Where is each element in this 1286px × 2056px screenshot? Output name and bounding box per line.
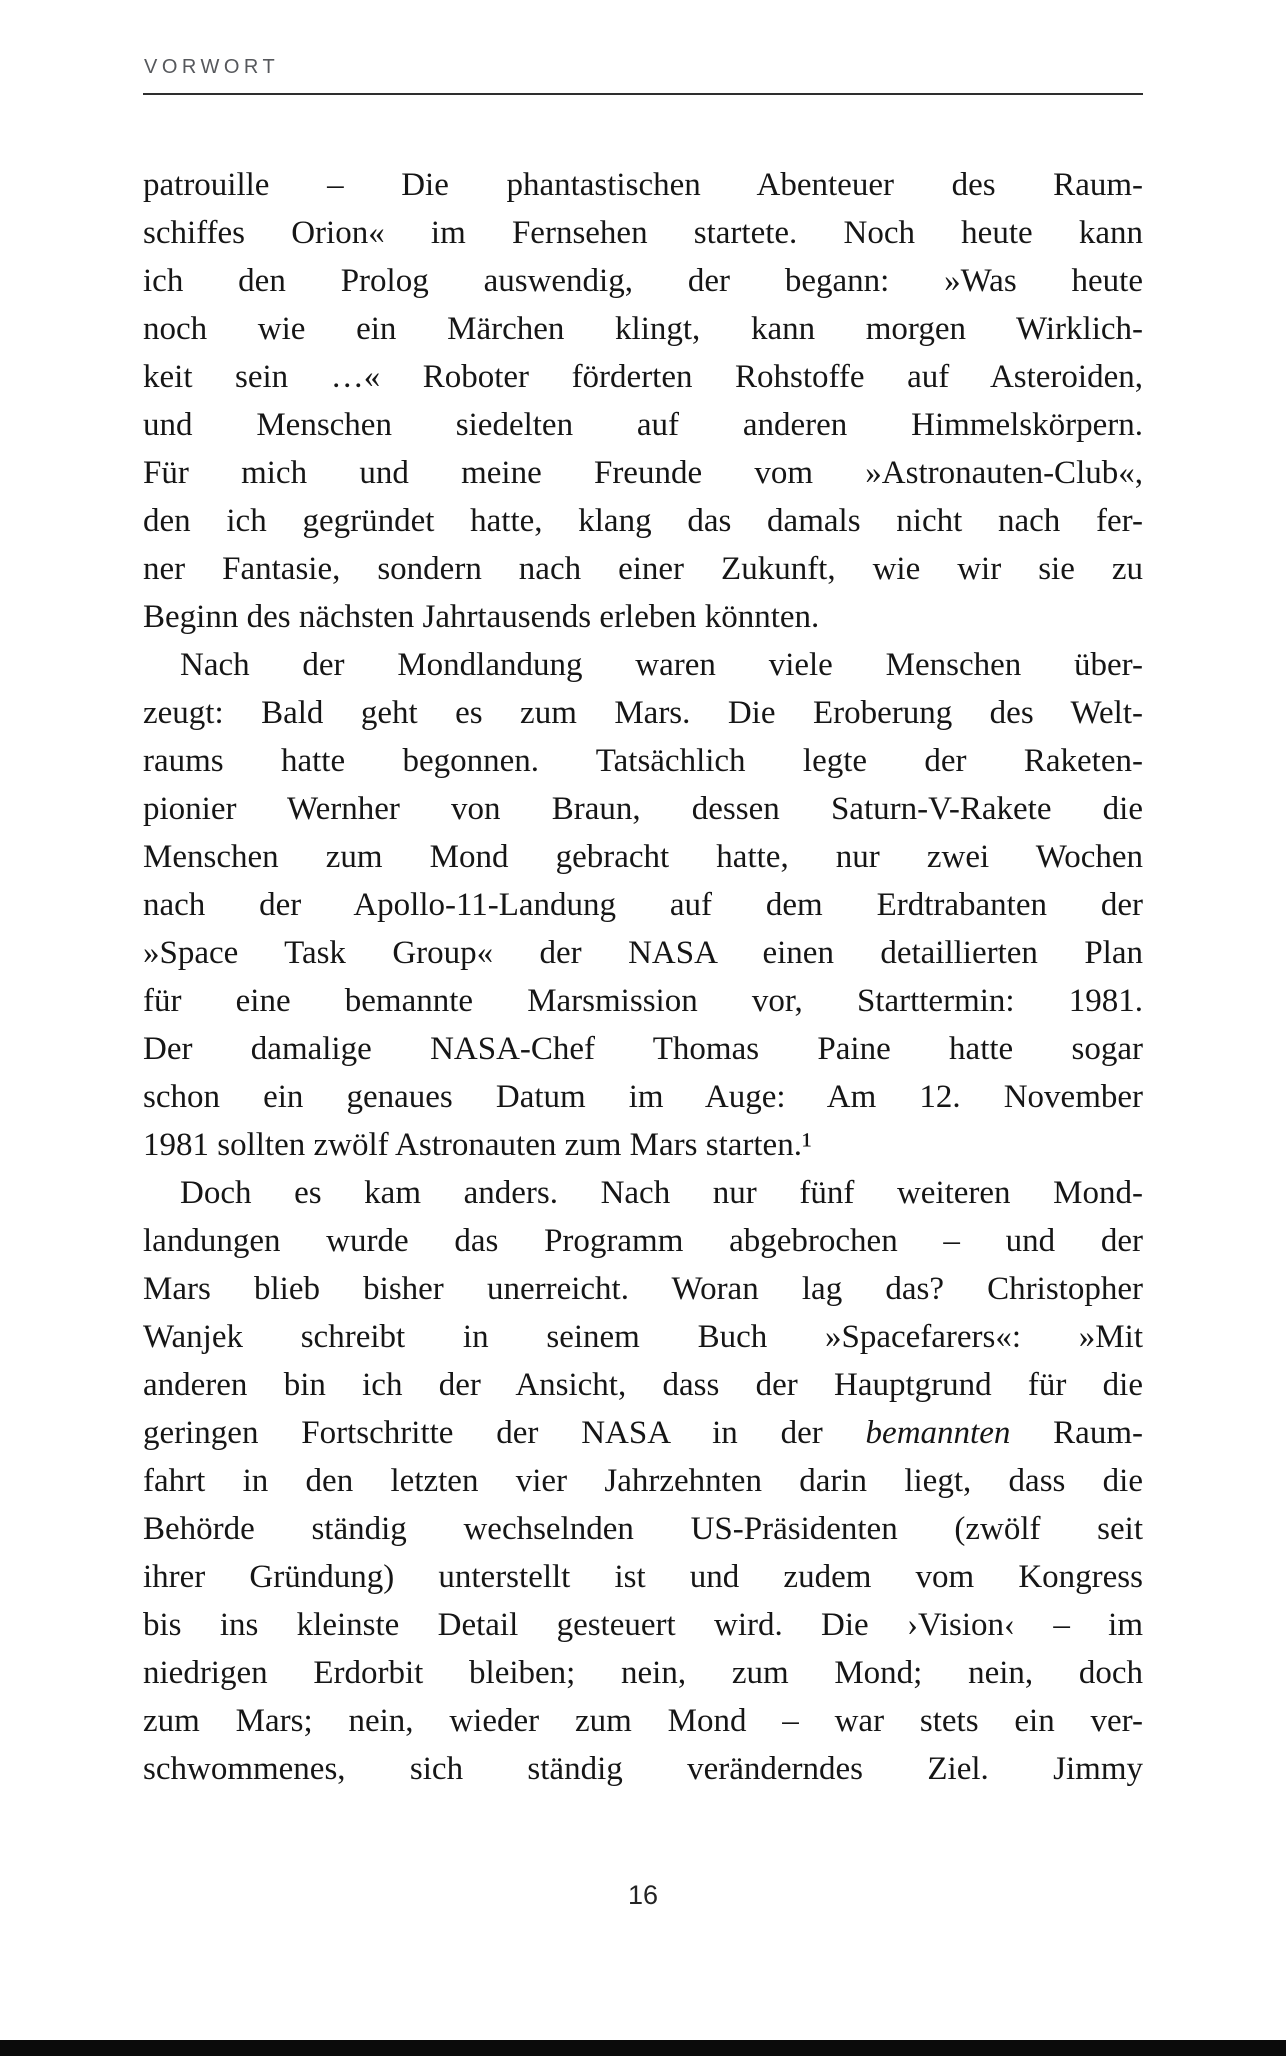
text-line (143, 401, 1143, 449)
text-segment: patrouille – Die phantastischen Abenteuer des Raum- (143, 167, 1143, 203)
page-number: 16 (627, 1880, 659, 1910)
text-line (143, 161, 1143, 209)
paragraph (143, 1169, 1143, 1793)
text-line (143, 1313, 1143, 1361)
text-line (143, 1409, 1143, 1457)
text-line (143, 833, 1143, 881)
text-segment: bis ins kleinste Detail gesteuert wird. Die ›Vision‹ – im (143, 1607, 1143, 1643)
text-line (143, 1169, 1143, 1217)
text-line (143, 209, 1143, 257)
text-line (143, 1025, 1143, 1073)
running-head: VORWORT (144, 56, 280, 78)
paragraph (143, 641, 1143, 1169)
text-segment: schwommenes, sich ständig veränderndes Ziel. Jimmy (143, 1751, 1143, 1787)
text-segment: Mars blieb bisher unerreicht. Woran lag das? Christopher (143, 1271, 1143, 1307)
text-segment: Menschen zum Mond gebracht hatte, nur zwei Wochen (143, 839, 1143, 875)
paragraph (143, 161, 1143, 641)
text-line (143, 305, 1143, 353)
text-segment: schon ein genaues Datum im Auge: Am 12. November (143, 1079, 1143, 1115)
text-segment: fahrt in den letzten vier Jahrzehnten darin liegt, dass die (143, 1463, 1143, 1499)
text-segment: raums hatte begonnen. Tatsächlich legte der Raketen- (143, 743, 1143, 779)
text-segment: Beginn des nächsten Jahrtausends erleben könnten. (143, 599, 820, 635)
text-line (143, 1601, 1143, 1649)
bottom-bar (0, 2040, 1286, 2056)
text-line (143, 1745, 1143, 1793)
text-segment: Behörde ständig wechselnden US-Präsidenten (zwölf seit (143, 1511, 1143, 1547)
text-segment: ihrer Gründung) unterstellt ist und zudem vom Kongress (143, 1559, 1143, 1595)
text-segment: pionier Wernher von Braun, dessen Saturn-V-Rakete die (143, 791, 1143, 827)
text-segment: und Menschen siedelten auf anderen Himmelskörpern. (143, 407, 1143, 443)
text-segment: Der damalige NASA-Chef Thomas Paine hatte sogar (143, 1031, 1143, 1067)
text-line (143, 1217, 1143, 1265)
text-line (143, 1553, 1143, 1601)
text-segment: »Space Task Group« der NASA einen detaillierten Plan (143, 935, 1143, 971)
text-line (143, 1121, 1143, 1169)
text-line (143, 977, 1143, 1025)
text-segment: Wanjek schreibt in seinem Buch »Spacefarers«: »Mit (143, 1319, 1143, 1355)
text-line (143, 785, 1143, 833)
text-segment: nach der Apollo-11-Landung auf dem Erdtrabanten der (143, 887, 1143, 923)
text-segment: Raum- (1010, 1415, 1143, 1451)
text-line (143, 1265, 1143, 1313)
text-line (143, 929, 1143, 977)
header-rule (143, 93, 1143, 95)
text-segment: ner Fantasie, sondern nach einer Zukunft, wie wir sie zu (143, 551, 1143, 587)
text-line (143, 1457, 1143, 1505)
text-segment: keit sein …« Roboter förderten Rohstoffe auf Asteroiden, (143, 359, 1143, 395)
text-line (143, 737, 1143, 785)
text-line (143, 1649, 1143, 1697)
text-line (143, 1073, 1143, 1121)
text-segment: den ich gegründet hatte, klang das damals nicht nach fer- (143, 503, 1143, 539)
text-segment: ich den Prolog auswendig, der begann: »Was heute (143, 263, 1143, 299)
text-line (143, 689, 1143, 737)
text-segment: Für mich und meine Freunde vom »Astronauten-Club«, (143, 455, 1143, 491)
text-segment: landungen wurde das Programm abgebrochen – und der (143, 1223, 1143, 1259)
text-line (143, 1361, 1143, 1409)
text-line (143, 1697, 1143, 1745)
text-line (143, 641, 1143, 689)
text-segment: Doch es kam anders. Nach nur fünf weiteren Mond- (180, 1175, 1143, 1211)
text-line (143, 881, 1143, 929)
text-segment: 1981 sollten zwölf Astronauten zum Mars starten.¹ (143, 1127, 812, 1163)
text-segment: zum Mars; nein, wieder zum Mond – war stets ein ver- (143, 1703, 1143, 1739)
text-line (143, 593, 1143, 641)
text-line (143, 257, 1143, 305)
text-segment: schiffes Orion« im Fernsehen startete. Noch heute kann (143, 215, 1143, 251)
text-line (143, 497, 1143, 545)
text-segment: für eine bemannte Marsmission vor, Starttermin: 1981. (143, 983, 1143, 1019)
text-line (143, 545, 1143, 593)
text-segment: zeugt: Bald geht es zum Mars. Die Eroberung des Welt- (143, 695, 1143, 731)
text-segment: anderen bin ich der Ansicht, dass der Hauptgrund für die (143, 1367, 1143, 1403)
text-segment: noch wie ein Märchen klingt, kann morgen Wirklich- (143, 311, 1143, 347)
text-segment: niedrigen Erdorbit bleiben; nein, zum Mond; nein, doch (143, 1655, 1143, 1691)
text-line (143, 449, 1143, 497)
text-segment: Nach der Mondlandung waren viele Menschen über- (180, 647, 1143, 683)
text-line (143, 1505, 1143, 1553)
body-text (143, 161, 1143, 1793)
text-line (143, 353, 1143, 401)
text-segment: geringen Fortschritte der NASA in der (143, 1415, 866, 1451)
italic-text: bemannten (865, 1415, 1011, 1451)
